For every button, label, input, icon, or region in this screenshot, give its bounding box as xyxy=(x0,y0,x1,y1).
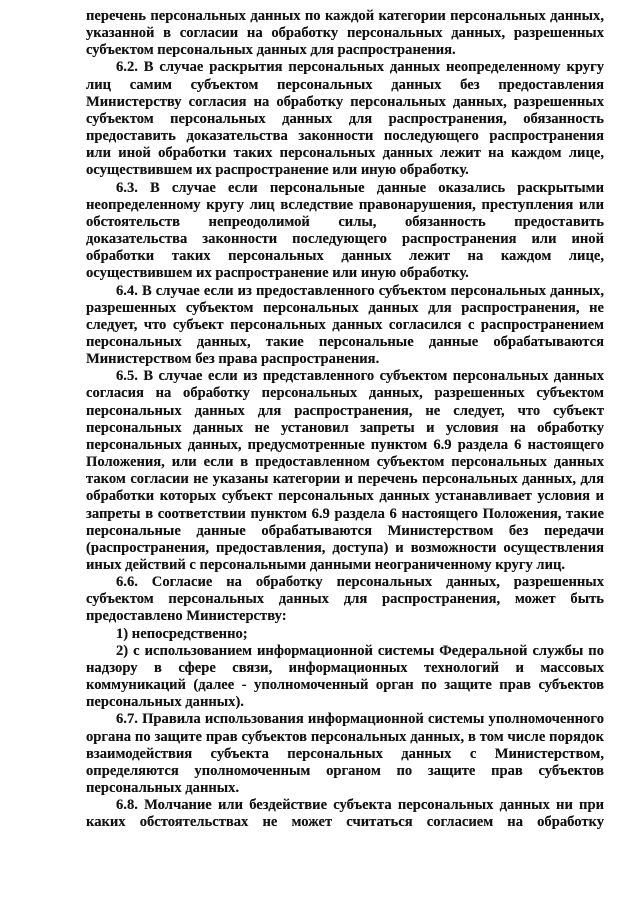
list-item-6-6-1: 1) непосредственно; xyxy=(116,625,248,642)
paragraph-6-2: 6.2. В случае раскрытия персональных данных неопределенному кругу лиц самим субъектом персональных данных без предоставления Министерству согласия на обработку персональных данных, разрешенных субъектом персональных данных для распространения, обязанность предоставить доказательства законности последующего распространения или иной обработки таких персональных данных лежит на каждом лице, осуществившем их распространение или иную обработку. xyxy=(86,59,604,179)
paragraph-6-8: 6.8. Молчание или бездействие субъекта персональных данных ни при каких обстоятельствах не может считаться согласием на обработку xyxy=(86,797,604,831)
paragraph-6-7: 6.7. Правила использования информационной системы уполномоченного органа по защите прав субъектов персональных данных, в том числе порядок взаимодействия субъекта персональных данных с Министерством, определяются уполномоченным органом по защите прав субъектов персональных данных. xyxy=(86,711,604,797)
document-page xyxy=(86,8,604,832)
paragraph-continuation: перечень персональных данных по каждой категории персональных данных, указанной в согласии на обработку персональных данных, разрешенных субъектом персональных данных для распространения. xyxy=(86,8,604,59)
paragraph-6-3: 6.3. В случае если персональные данные оказались раскрытыми неопределенному кругу лиц вследствие правонарушения, преступления или обстоятельств непреодолимой силы, обязанность предоставить доказательства законности последующего распространения или иной обработки таких персональных данных лежит на каждом лице, осуществившем их распространение или иную обработку. xyxy=(86,179,604,282)
paragraph-6-4: 6.4. В случае если из предоставленного субъектом персональных данных, разрешенных субъектом персональных данных для распространения, не следует, что субъект персональных данных согласился с распространением персональных данных, такие персональные данные обрабатываются Министерством без права распространения. xyxy=(86,282,604,368)
paragraph-6-5: 6.5. В случае если из представленного субъектом персональных данных согласия на обработку персональных данных, разрешенных субъектом персональных данных для распространения, не следует, что субъект персональных данных не установил запреты и условия на обработку персональных данных, предусмотренные пунктом 6.9 раздела 6 настоящего Положения, или если в предоставленном субъектом персональных данных таком согласии не указаны категории и перечень персональных данных, для обработки которых субъект персональных данных устанавливает условия и запреты в соответствии пунктом 6.9 раздела 6 настоящего Положения, такие персональные данные обрабатываются Министерством без передачи (распространения, предоставления, доступа) и возможности осуществления иных действий с персональными данными неограниченному кругу лиц. xyxy=(86,368,604,573)
list-item-6-6-2: 2) с использованием информационной системы Федеральной службы по надзору в сфере связи, информационных технологий и массовых коммуникаций (далее - уполномоченный орган по защите прав субъектов персональных данных). xyxy=(86,642,604,711)
paragraph-6-6: 6.6. Согласие на обработку персональных данных, разрешенных субъектом персональных данных для распространения, может быть предоставлено Министерству: xyxy=(86,574,604,625)
